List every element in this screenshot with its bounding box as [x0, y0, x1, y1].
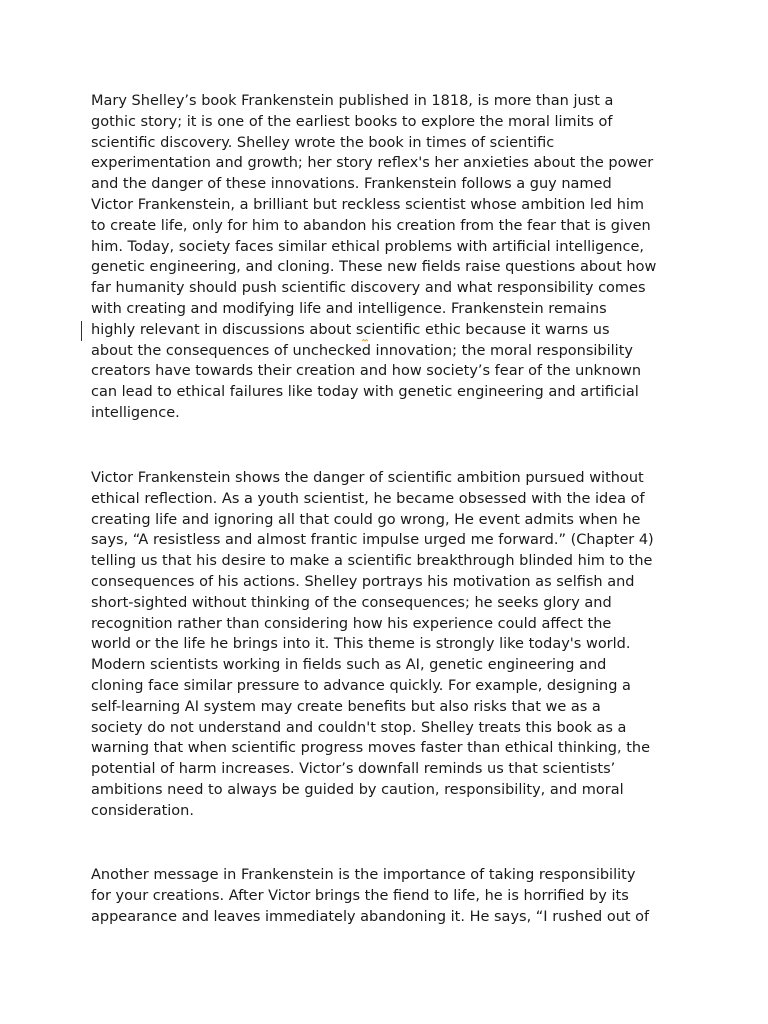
change-bar-marker: [81, 321, 82, 341]
paragraph-1[interactable]: Mary Shelley’s book Frankenstein published in 1818, is more than just a gothic story; it is one of the earliest books to explore the moral limits of scientific discovery. Shelley wrote the book in times of scientific experimentation and growth; her story reflex's her anxieties about the power and the danger of these innovations. Frankenstein follows a guy named Victor Frankenstein, a brilliant but reckless scientist whose ambition led him to create life, only for him to abandon his creation from the fear that is given him. Today, society faces similar ethical problems with artificial intelligence, genetic engineering, and cloning. These new fields raise questions about how far humanity should push scientific discovery and what responsibility comes with creating and modifying life and intelligence. Frankenstein remains highly relevant in discussions about scientific ethic because it warns us about the consequences of unchecked innovation; the moral responsibility creators have towards their creation and how society’s fear of the unknown can lead to ethical failures like today with genetic engineering and artificial intelligence.: [91, 93, 657, 421]
paragraph-3[interactable]: Another message in Frankenstein is the importance of taking responsibility for your creations. After Victor brings the fiend to life, he is horrified by its appearance and leaves immediately abandoning it. He says, “I rushed out of: [91, 867, 650, 925]
paragraph-2[interactable]: Victor Frankenstein shows the danger of scientific ambition pursued without ethical reflection. As a youth scientist, he became obsessed with the idea of creating life and ignoring all that could go wrong, He event admits when he says, “A resistless and almost frantic impulse urged me forward.” (Chapter 4) telling us that his desire to make a scientific breakthrough blinded him to the consequences of his actions. Shelley portrays his motivation as selfish and short-sighted without thinking of the consequences; he seeks glory and recognition rather than considering how his experience could affect the world or the life he brings into it. This theme is strongly like today's world. Modern scientists working in fields such as AI, genetic engineering and cloning face similar pressure to advance quickly. For example, designing a self-learning AI system may create benefits but also risks that we as a society do not understand and couldn't stop. Shelley treats this book as a warning that when scientific progress moves faster than ethical thinking, the potential of harm increases. Victor’s downfall reminds us that scientists’ ambitions need to always be guided by caution, responsibility, and moral consideration.: [91, 470, 654, 819]
